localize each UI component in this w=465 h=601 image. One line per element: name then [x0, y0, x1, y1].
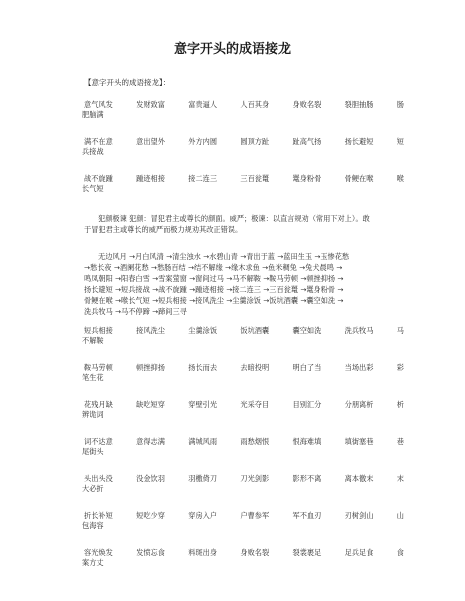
- idiom-cell: 短: [396, 137, 404, 146]
- idiom-cell: 没金饮羽: [136, 474, 165, 483]
- explanation-line: 于冒犯君主或尊长的威严而极力规劝其改正错误。: [84, 225, 243, 234]
- idiom-cell: 意出望外: [136, 137, 165, 146]
- idiom-cell: 容光焕发: [84, 548, 113, 557]
- idiom-cell: 穿房入户: [188, 511, 218, 520]
- idiom-cell: 尘羹涂饭: [188, 326, 218, 335]
- idiom-cell: 接风洗尘: [136, 326, 165, 335]
- idiom-cell: 羽檄倚刀: [188, 474, 218, 483]
- idiom-cell: 词不达意: [84, 437, 113, 446]
- idiom-cell: 明白了当: [292, 363, 322, 372]
- idiom-wrap: 不解鞍: [82, 336, 104, 345]
- idiom-wrap: 肥脑满: [82, 110, 104, 119]
- idiom-cell: 马: [396, 326, 404, 335]
- idiom-cell: 光采夺目: [240, 400, 270, 409]
- idiom-cell: 发财致富: [136, 100, 165, 109]
- idiom-row: [84, 100, 404, 137]
- idiom-cell: 花残月缺: [84, 400, 113, 409]
- idiom-cell: 恨海难填: [292, 437, 322, 446]
- idiom-cell: 穿壁引光: [188, 400, 218, 409]
- idiom-cell: 扬长避短: [344, 137, 374, 146]
- chain-line: 无边风月 →月白风清 →清尘浊水 →水碧山青 →青出于蓝 →蓝田生玉 →玉惨花愁: [98, 252, 350, 261]
- idiom-cell: 满城风雨: [188, 437, 218, 446]
- idiom-cell: 影形不离: [292, 474, 322, 483]
- idiom-cell: 踵迹相接: [136, 174, 165, 183]
- idiom-row: [84, 400, 404, 437]
- idiom-cell: 料斑出身: [188, 548, 218, 557]
- idiom-cell: 骨鲠在喉: [344, 174, 374, 183]
- idiom-cell: 末: [396, 474, 404, 483]
- idiom-row: [84, 437, 404, 474]
- idiom-cell: 鞍马劳顿: [84, 363, 113, 372]
- idiom-row: [84, 137, 404, 174]
- idiom-cell: 彩: [396, 363, 404, 372]
- idiom-cell: 雨愁烟恨: [240, 437, 270, 446]
- chain-line: 扬长避短 →短兵接战 →战不旋踵 →踵迹相接 →接二连三 →三百瓮鼍 →鼍身粉骨 →: [84, 285, 344, 294]
- chain-line: 洗兵牧马 →马不停蹄 →蹄间三寻: [84, 307, 187, 316]
- idiom-cell: 足兵足食: [344, 548, 374, 557]
- idiom-cell: 折长补短: [84, 511, 113, 520]
- idiom-cell: 三百瓮鼍: [240, 174, 270, 183]
- idiom-cell: 扬长而去: [188, 363, 218, 372]
- idiom-wrap: 尾街头: [82, 447, 104, 456]
- idiom-row: [84, 548, 404, 585]
- idiom-cell: 户曹参军: [240, 511, 270, 520]
- idiom-wrap: 大必折: [82, 484, 104, 493]
- idiom-wrap: 长气短: [82, 184, 104, 193]
- idiom-row: [84, 326, 404, 363]
- idiom-cell: 刃树剑山: [344, 511, 374, 520]
- idiom-grid-bottom: [84, 326, 404, 585]
- idiom-cell: 析: [396, 400, 404, 409]
- idiom-cell: 身败名裂: [240, 548, 270, 557]
- section-heading: 【意字开头的成语接龙】：: [84, 78, 171, 87]
- idiom-cell: 短吃少穿: [136, 511, 165, 520]
- idiom-cell: 圆顶方趾: [240, 137, 270, 146]
- chain-line: →愁长夜 →酒阑花愁 →愁肠百结 →结不解缘 →缘木求鱼 →鱼米稠兔 →兔犬晨鸣 →: [84, 263, 343, 272]
- idiom-grid-top: [84, 100, 404, 211]
- idiom-cell: 满不在意: [84, 137, 113, 146]
- idiom-cell: 接二连三: [188, 174, 218, 183]
- idiom-row: [84, 174, 404, 211]
- idiom-wrap: 笔生花: [82, 373, 104, 382]
- explanation-paragraph: [84, 213, 400, 235]
- idiom-cell: 喉: [396, 174, 404, 183]
- idiom-cell: 身败名裂: [292, 100, 322, 109]
- idiom-cell: 富贵逼人: [188, 100, 218, 109]
- idiom-cell: 裂胆抽肠: [344, 100, 374, 109]
- idiom-cell: 发愤忘食: [136, 548, 165, 557]
- idiom-row: [84, 474, 404, 511]
- idiom-cell: 当场出彩: [344, 363, 374, 372]
- idiom-cell: 刀光剑影: [240, 474, 270, 483]
- idiom-cell: 目别汇分: [292, 400, 322, 409]
- idiom-cell: 囊空如洗: [292, 326, 322, 335]
- idiom-cell: 分朋离析: [344, 400, 374, 409]
- idiom-row: [84, 511, 404, 548]
- chain-paragraph: [84, 251, 400, 317]
- idiom-cell: 人百其身: [240, 100, 270, 109]
- idiom-cell: 趾高气扬: [292, 137, 322, 146]
- explanation-line: 犯颜极谏 犯颜：冒犯君主或尊长的颜面。威严；极谏：以直言规劝（常用下对上）。敢: [98, 214, 370, 223]
- idiom-cell: 离本徼末: [344, 474, 374, 483]
- idiom-row: [84, 363, 404, 400]
- idiom-cell: 军不血刃: [292, 511, 322, 520]
- idiom-cell: 洗兵牧马: [344, 326, 374, 335]
- idiom-cell: 饭坑酒囊: [240, 326, 270, 335]
- idiom-wrap: 包海容: [82, 521, 104, 530]
- idiom-cell: 战不旋踵: [84, 174, 113, 183]
- idiom-cell: 意气风发: [84, 100, 113, 109]
- idiom-wrap: 辨诡词: [82, 410, 104, 419]
- chain-line: 鸣凤朝阳 →阳春白雪 →雪案萤窗 →窗间过马 →马不解鞍 →鞍马劳顿 →顿挫抑扬 →: [84, 274, 344, 283]
- idiom-cell: 食: [396, 548, 404, 557]
- idiom-cell: 外方内圆: [188, 137, 218, 146]
- idiom-cell: 短兵相接: [84, 326, 113, 335]
- idiom-cell: 巷: [396, 437, 404, 446]
- idiom-cell: 缺吃短穿: [136, 400, 165, 409]
- idiom-wrap: 案方丈: [82, 558, 104, 567]
- idiom-cell: 鼍身粉骨: [292, 174, 322, 183]
- chain-line: 骨鲠在喉 →喉长气短 →短兵相接 →接风洗尘 →尘羹涂饭 →饭坑酒囊 →囊空如洗 →: [84, 296, 344, 305]
- idiom-cell: 裂裳裹足: [292, 548, 322, 557]
- idiom-cell: 肠: [396, 100, 404, 109]
- idiom-cell: 填街塞巷: [344, 437, 374, 446]
- idiom-cell: 头出头没: [84, 474, 113, 483]
- idiom-cell: 顿挫抑扬: [136, 363, 165, 372]
- idiom-cell: 山: [396, 511, 404, 520]
- idiom-wrap: 兵接战: [82, 147, 104, 156]
- page-title: 意字开头的成语接龙: [173, 42, 291, 57]
- idiom-cell: 意得志满: [136, 437, 165, 446]
- idiom-cell: 去暗投明: [240, 363, 270, 372]
